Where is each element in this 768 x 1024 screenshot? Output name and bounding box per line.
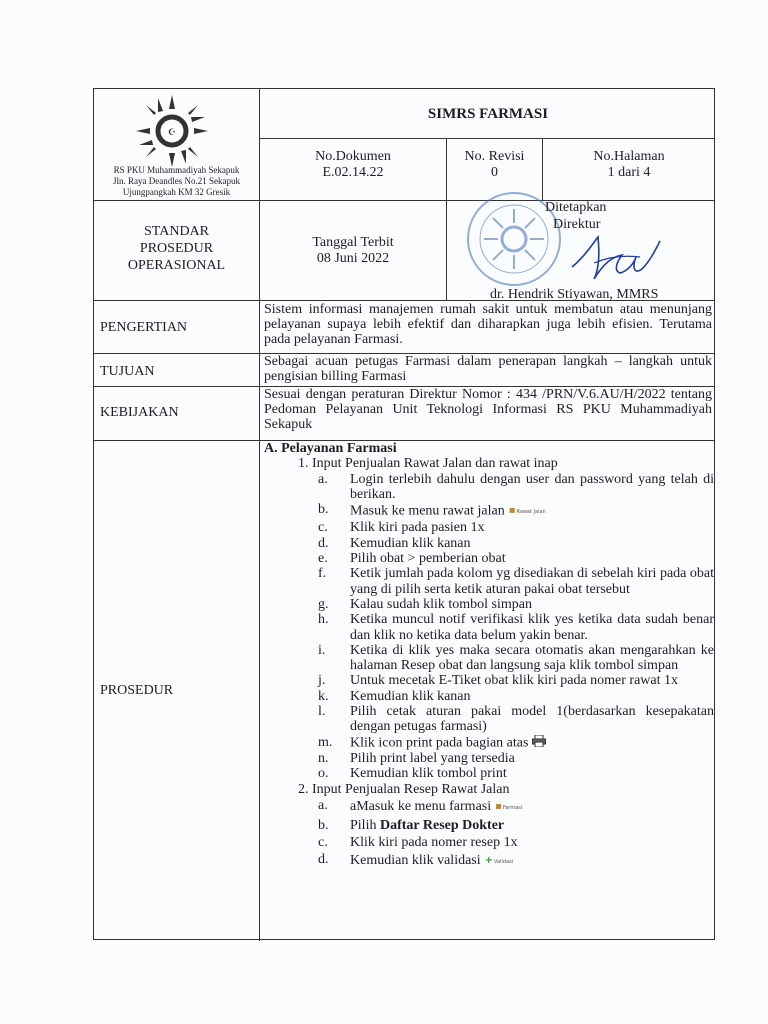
item-bold-text: Daftar Resep Dokter xyxy=(379,817,505,833)
divider xyxy=(259,89,260,941)
procedure-item xyxy=(264,566,714,597)
item-marker: c. xyxy=(318,834,328,850)
procedure-body xyxy=(264,441,714,871)
item-marker: c. xyxy=(318,520,328,536)
item-text: Pilih print label yang tersedia xyxy=(350,750,515,766)
item-text: Pilih obat > pemberian obat xyxy=(350,551,506,567)
item-text: Klik icon print pada bagian atas xyxy=(350,735,529,751)
sop-label-line: STANDAR xyxy=(144,224,209,239)
item-marker: a. xyxy=(318,471,328,487)
hospital-address-2: Ujungpangkah KM 32 Gresik xyxy=(122,187,231,197)
procedure-item xyxy=(264,597,714,612)
procedure-item xyxy=(264,689,714,704)
procedure-item xyxy=(264,551,714,566)
rawat-jalan-icon: ▪Rawat Jalan xyxy=(508,505,546,517)
item-text: Kemudian klik kanan xyxy=(350,535,471,551)
item-marker: a. xyxy=(318,797,328,813)
step-2-list xyxy=(264,797,714,871)
item-marker: d. xyxy=(318,535,329,551)
revision-cell xyxy=(447,149,542,181)
icon-label: Farmasi xyxy=(502,804,523,811)
approval-role: Direktur xyxy=(553,217,601,232)
page-label: No.Halaman xyxy=(593,149,665,164)
item-marker: n. xyxy=(318,750,329,766)
svg-text:☪: ☪ xyxy=(167,128,177,138)
document-title: SIMRS FARMASI xyxy=(427,106,549,122)
print-icon xyxy=(532,735,546,751)
item-text: Klik kiri pada pasien 1x xyxy=(350,520,485,536)
item-text: Ketik jumlah pada kolom yg disediakan di sebelah kiri pada obat yang di pilih serta ketik aturan pakai obat tersebut xyxy=(350,566,714,597)
item-marker: o. xyxy=(318,766,329,782)
page-cell xyxy=(543,149,715,181)
signer-name: dr. Hendrik Stiyawan, MMRS xyxy=(490,287,659,302)
sop-document xyxy=(93,88,715,940)
procedure-step-2: 2. Input Penjualan Resep Rawat Jalan xyxy=(298,781,510,797)
procedure-item xyxy=(264,751,714,766)
item-marker: f. xyxy=(318,566,327,582)
divider xyxy=(446,200,447,300)
item-text: Ketika di klik yes maka secara otomatis akan mengarahkan ke halaman Resep obat dan langsung saja klik tombol simpan xyxy=(350,642,714,674)
procedure-item xyxy=(264,766,714,781)
procedure-item xyxy=(264,834,714,851)
procedure-item xyxy=(264,817,714,834)
item-text: aMasuk ke menu farmasi xyxy=(350,799,492,815)
icon-label: Validasi xyxy=(494,858,514,865)
item-marker: e. xyxy=(318,551,328,567)
doc-number: E.02.14.22 xyxy=(322,165,384,180)
item-text: Kemudian klik kanan xyxy=(350,688,471,704)
issue-date-cell xyxy=(260,235,446,267)
sop-label-line: PROSEDUR xyxy=(139,241,214,256)
item-text: Pilih cetak aturan pakai model 1(berdasarkan kesepakatan dengan petugas farmasi) xyxy=(350,704,714,735)
item-marker: l. xyxy=(318,704,326,720)
issue-date: 08 Juni 2022 xyxy=(316,251,390,266)
revision-label: No. Revisi xyxy=(464,149,525,164)
procedure-item xyxy=(264,673,714,688)
hospital-name: RS PKU Muhammadiyah Sekapuk xyxy=(113,165,240,175)
prosedur-label: PROSEDUR xyxy=(100,683,174,698)
item-text: Untuk mecetak E-Tiket obat klik kiri pada nomer rawat 1x xyxy=(350,673,679,689)
farmasi-icon: ▪Farmasi xyxy=(495,800,523,812)
approval-label: Ditetapkan xyxy=(545,200,607,215)
procedure-section-a: A. Pelayanan Farmasi xyxy=(264,441,397,456)
tujuan-label: TUJUAN xyxy=(100,364,155,379)
item-text: Masuk ke menu rawat jalan xyxy=(350,503,505,519)
hospital-address-1: Jln. Raya Deandles No.21 Sekapuk xyxy=(113,176,240,186)
item-marker: h. xyxy=(318,612,329,628)
procedure-item xyxy=(264,520,714,535)
kebijakan-label: KEBIJAKAN xyxy=(100,405,179,420)
hospital-logo xyxy=(134,93,210,169)
procedure-item xyxy=(264,472,714,503)
sop-label xyxy=(94,223,259,274)
procedure-item xyxy=(264,704,714,735)
item-marker: b. xyxy=(318,817,329,833)
divider xyxy=(94,200,715,201)
director-signature xyxy=(564,227,664,287)
item-text: Login terlebih dahulu dengan user dan password yang telah di berikan. xyxy=(350,471,714,502)
item-text: Klik kiri pada nomer resep 1x xyxy=(350,834,518,850)
item-marker: k. xyxy=(318,688,329,704)
item-marker: m. xyxy=(318,734,333,750)
item-marker: b. xyxy=(318,502,329,518)
item-marker: i. xyxy=(318,642,326,658)
procedure-item xyxy=(264,797,714,817)
tujuan-text: Sebagai acuan petugas Farmasi dalam penerapan langkah – langkah untuk pengisian billing Farmasi xyxy=(264,354,712,384)
kebijakan-text: Sesuai dengan peraturan Direktur Nomor : 434 /PRN/V.6.AU/H/2022 tentang Pedoman Pelayanan Unit Teknologi Informasi RS PKU Muhammadiyah Sekapuk xyxy=(264,387,712,432)
item-text: Kemudian klik tombol print xyxy=(350,766,507,782)
item-marker: d. xyxy=(318,851,329,867)
doc-number-label: No.Dokumen xyxy=(315,149,391,164)
hospital-info xyxy=(94,165,259,198)
issue-date-label: Tanggal Terbit xyxy=(312,235,394,250)
item-text: Pilih xyxy=(350,817,380,833)
item-text: Ketika muncul notif verifikasi klik yes ketika data sudah benar dan klik no ketika data belum yakin benar. xyxy=(350,612,714,643)
procedure-step-1: 1. Input Penjualan Rawat Jalan dan rawat inap xyxy=(298,456,558,472)
sop-label-line: OPERASIONAL xyxy=(127,258,226,273)
procedure-item xyxy=(264,536,714,551)
procedure-item xyxy=(264,502,714,520)
procedure-item xyxy=(264,851,714,871)
procedure-item xyxy=(264,643,714,674)
item-text: Kalau sudah klik tombol simpan xyxy=(350,596,532,612)
procedure-item xyxy=(264,735,714,751)
icon-label: Rawat Jalan xyxy=(516,509,546,516)
item-text: Kemudian klik validasi xyxy=(350,853,481,869)
doc-number-cell xyxy=(260,149,446,181)
item-marker: g. xyxy=(318,596,329,612)
step-1-list xyxy=(264,472,714,782)
revision-value: 0 xyxy=(491,165,498,180)
validasi-icon: +Validasi xyxy=(484,854,514,866)
page-value: 1 dari 4 xyxy=(607,165,651,180)
procedure-item xyxy=(264,612,714,643)
pengertian-text: Sistem informasi manajemen rumah sakit untuk membatun atau menunjang pelayanan supaya lebih efektif dan diharapkan juga lebih efisien. Terutama pada pelayanan Farmasi. xyxy=(264,302,712,347)
item-marker: j. xyxy=(318,673,326,689)
pengertian-label: PENGERTIAN xyxy=(100,320,188,335)
